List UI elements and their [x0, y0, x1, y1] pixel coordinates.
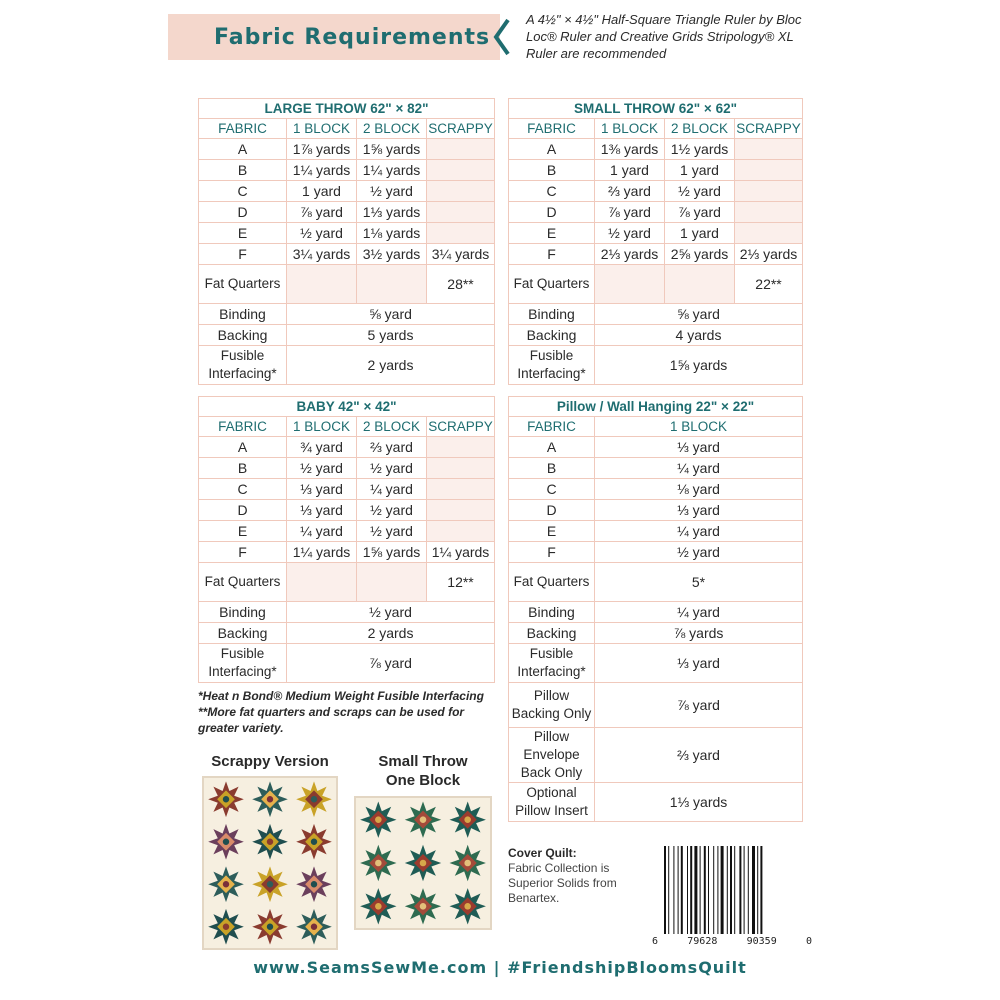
table-row: F 2⅓ yards 2⅝ yards 2⅓ yards — [509, 244, 803, 265]
table-row: D ⅞ yard ⅞ yard — [509, 202, 803, 223]
small-throw-table — [508, 98, 803, 385]
footnote-fat-quarters: **More fat quarters and scraps can be used for greater variety. — [198, 705, 465, 735]
table-row: F ½ yard — [509, 542, 803, 563]
header-banner — [168, 14, 500, 60]
table-row: Fusible Interfacing* ⅓ yard — [509, 644, 803, 683]
table-row: D ⅓ yard — [509, 500, 803, 521]
table-row: C 1 yard ½ yard — [199, 181, 495, 202]
table-row: A ⅓ yard — [509, 437, 803, 458]
barcode-digits-right: 90359 — [746, 936, 777, 947]
table-row: D ⅓ yard ½ yard — [199, 500, 495, 521]
col-two-block: 2 BLOCK — [357, 119, 427, 139]
table-row: C ⅛ yard — [509, 479, 803, 500]
col-one-block: 1 BLOCK — [595, 119, 665, 139]
table-row: Backing 4 yards — [509, 325, 803, 346]
table-row: Pillow Backing Only ⅞ yard — [509, 683, 803, 728]
table-row: Fat Quarters 22** — [509, 265, 803, 304]
col-two-block: 2 BLOCK — [665, 119, 735, 139]
table-row: Binding ¼ yard — [509, 602, 803, 623]
table-row: Optional Pillow Insert 1⅓ yards — [509, 783, 803, 822]
baby-table — [198, 396, 495, 683]
col-fabric: FABRIC — [509, 119, 595, 139]
col-scrappy: SCRAPPY — [735, 119, 803, 139]
table-row: C ⅔ yard ½ yard — [509, 181, 803, 202]
small-throw-label: Small Throw One Block — [378, 753, 468, 789]
barcode-digit-lead: 6 — [652, 936, 659, 947]
barcode-number — [652, 936, 812, 947]
scrappy-version-label: Scrappy Version — [211, 753, 329, 770]
col-one-block: 1 BLOCK — [595, 417, 803, 437]
table-row: Fat Quarters 5* — [509, 563, 803, 602]
page-title: Fabric Requirements — [214, 24, 491, 50]
col-fabric: FABRIC — [509, 417, 595, 437]
table-row: E ½ yard 1 yard — [509, 223, 803, 244]
barcode-digit-check: 0 — [805, 936, 812, 947]
table-row: A ¾ yard ⅔ yard — [199, 437, 495, 458]
footnote-interfacing: *Heat n Bond® Medium Weight Fusible Interfacing — [198, 689, 484, 703]
ruler-note: A 4½" × 4½" Half-Square Triangle Ruler by Bloc Loc® Ruler and Creative Grids Stripology® XL Ruler are recommended — [526, 12, 802, 61]
col-two-block: 2 BLOCK — [357, 417, 427, 437]
footnotes — [198, 688, 498, 736]
table-row: Fusible Interfacing* ⅞ yard — [199, 644, 495, 683]
table-row: B 1 yard 1 yard — [509, 160, 803, 181]
table-title: SMALL THROW 62" × 62" — [509, 99, 803, 119]
col-fabric: FABRIC — [199, 119, 287, 139]
table-row: Backing 2 yards — [199, 623, 495, 644]
pillow-table — [508, 396, 803, 822]
table-row: C ⅓ yard ¼ yard — [199, 479, 495, 500]
table-row: Fat Quarters 28** — [199, 265, 495, 304]
table-row: E ½ yard 1⅛ yards — [199, 223, 495, 244]
table-row: A 1⅞ yards 1⅝ yards — [199, 139, 495, 160]
table-row: A 1⅜ yards 1½ yards — [509, 139, 803, 160]
quilt-pattern-icon — [356, 798, 490, 928]
col-scrappy: SCRAPPY — [427, 417, 495, 437]
table-row: F 1¼ yards 1⅝ yards 1¼ yards — [199, 542, 495, 563]
table-row: E ¼ yard — [509, 521, 803, 542]
table-row: B 1¼ yards 1¼ yards — [199, 160, 495, 181]
barcode-digits-left: 79628 — [687, 936, 718, 947]
col-scrappy: SCRAPPY — [427, 119, 495, 139]
table-row: Backing ⅞ yards — [509, 623, 803, 644]
table-row: Fusible Interfacing* 1⅝ yards — [509, 346, 803, 385]
cover-quilt-label: Cover Quilt: — [508, 846, 577, 860]
table-row: D ⅞ yard 1⅓ yards — [199, 202, 495, 223]
small-throw-quilt-image — [354, 796, 492, 930]
quilt-pattern-icon — [204, 778, 336, 948]
table-row: F 3¼ yards 3½ yards 3¼ yards — [199, 244, 495, 265]
table-row: B ½ yard ½ yard — [199, 458, 495, 479]
table-title: BABY 42" × 42" — [199, 397, 495, 417]
barcode-icon — [662, 846, 802, 938]
large-throw-table — [198, 98, 495, 385]
col-one-block: 1 BLOCK — [287, 119, 357, 139]
footer-links: www.SeamsSewMe.com | #FriendshipBloomsQuilt — [253, 958, 747, 977]
table-row: B ¼ yard — [509, 458, 803, 479]
cover-quilt-note — [508, 846, 628, 906]
table-row: Backing 5 yards — [199, 325, 495, 346]
cover-quilt-text: Fabric Collection is Superior Solids from Benartex. — [508, 861, 617, 905]
table-row: Fat Quarters 12** — [199, 563, 495, 602]
table-row: Binding ⅝ yard — [509, 304, 803, 325]
scrappy-quilt-image — [202, 776, 338, 950]
table-row: Binding ½ yard — [199, 602, 495, 623]
table-title: Pillow / Wall Hanging 22" × 22" — [509, 397, 803, 417]
table-title: LARGE THROW 62" × 82" — [199, 99, 495, 119]
table-row: Pillow Envelope Back Only ⅔ yard — [509, 728, 803, 783]
col-fabric: FABRIC — [199, 417, 287, 437]
chevron-left-icon — [486, 14, 516, 60]
table-row: E ¼ yard ½ yard — [199, 521, 495, 542]
col-one-block: 1 BLOCK — [287, 417, 357, 437]
table-row: Binding ⅝ yard — [199, 304, 495, 325]
table-row: Fusible Interfacing* 2 yards — [199, 346, 495, 385]
